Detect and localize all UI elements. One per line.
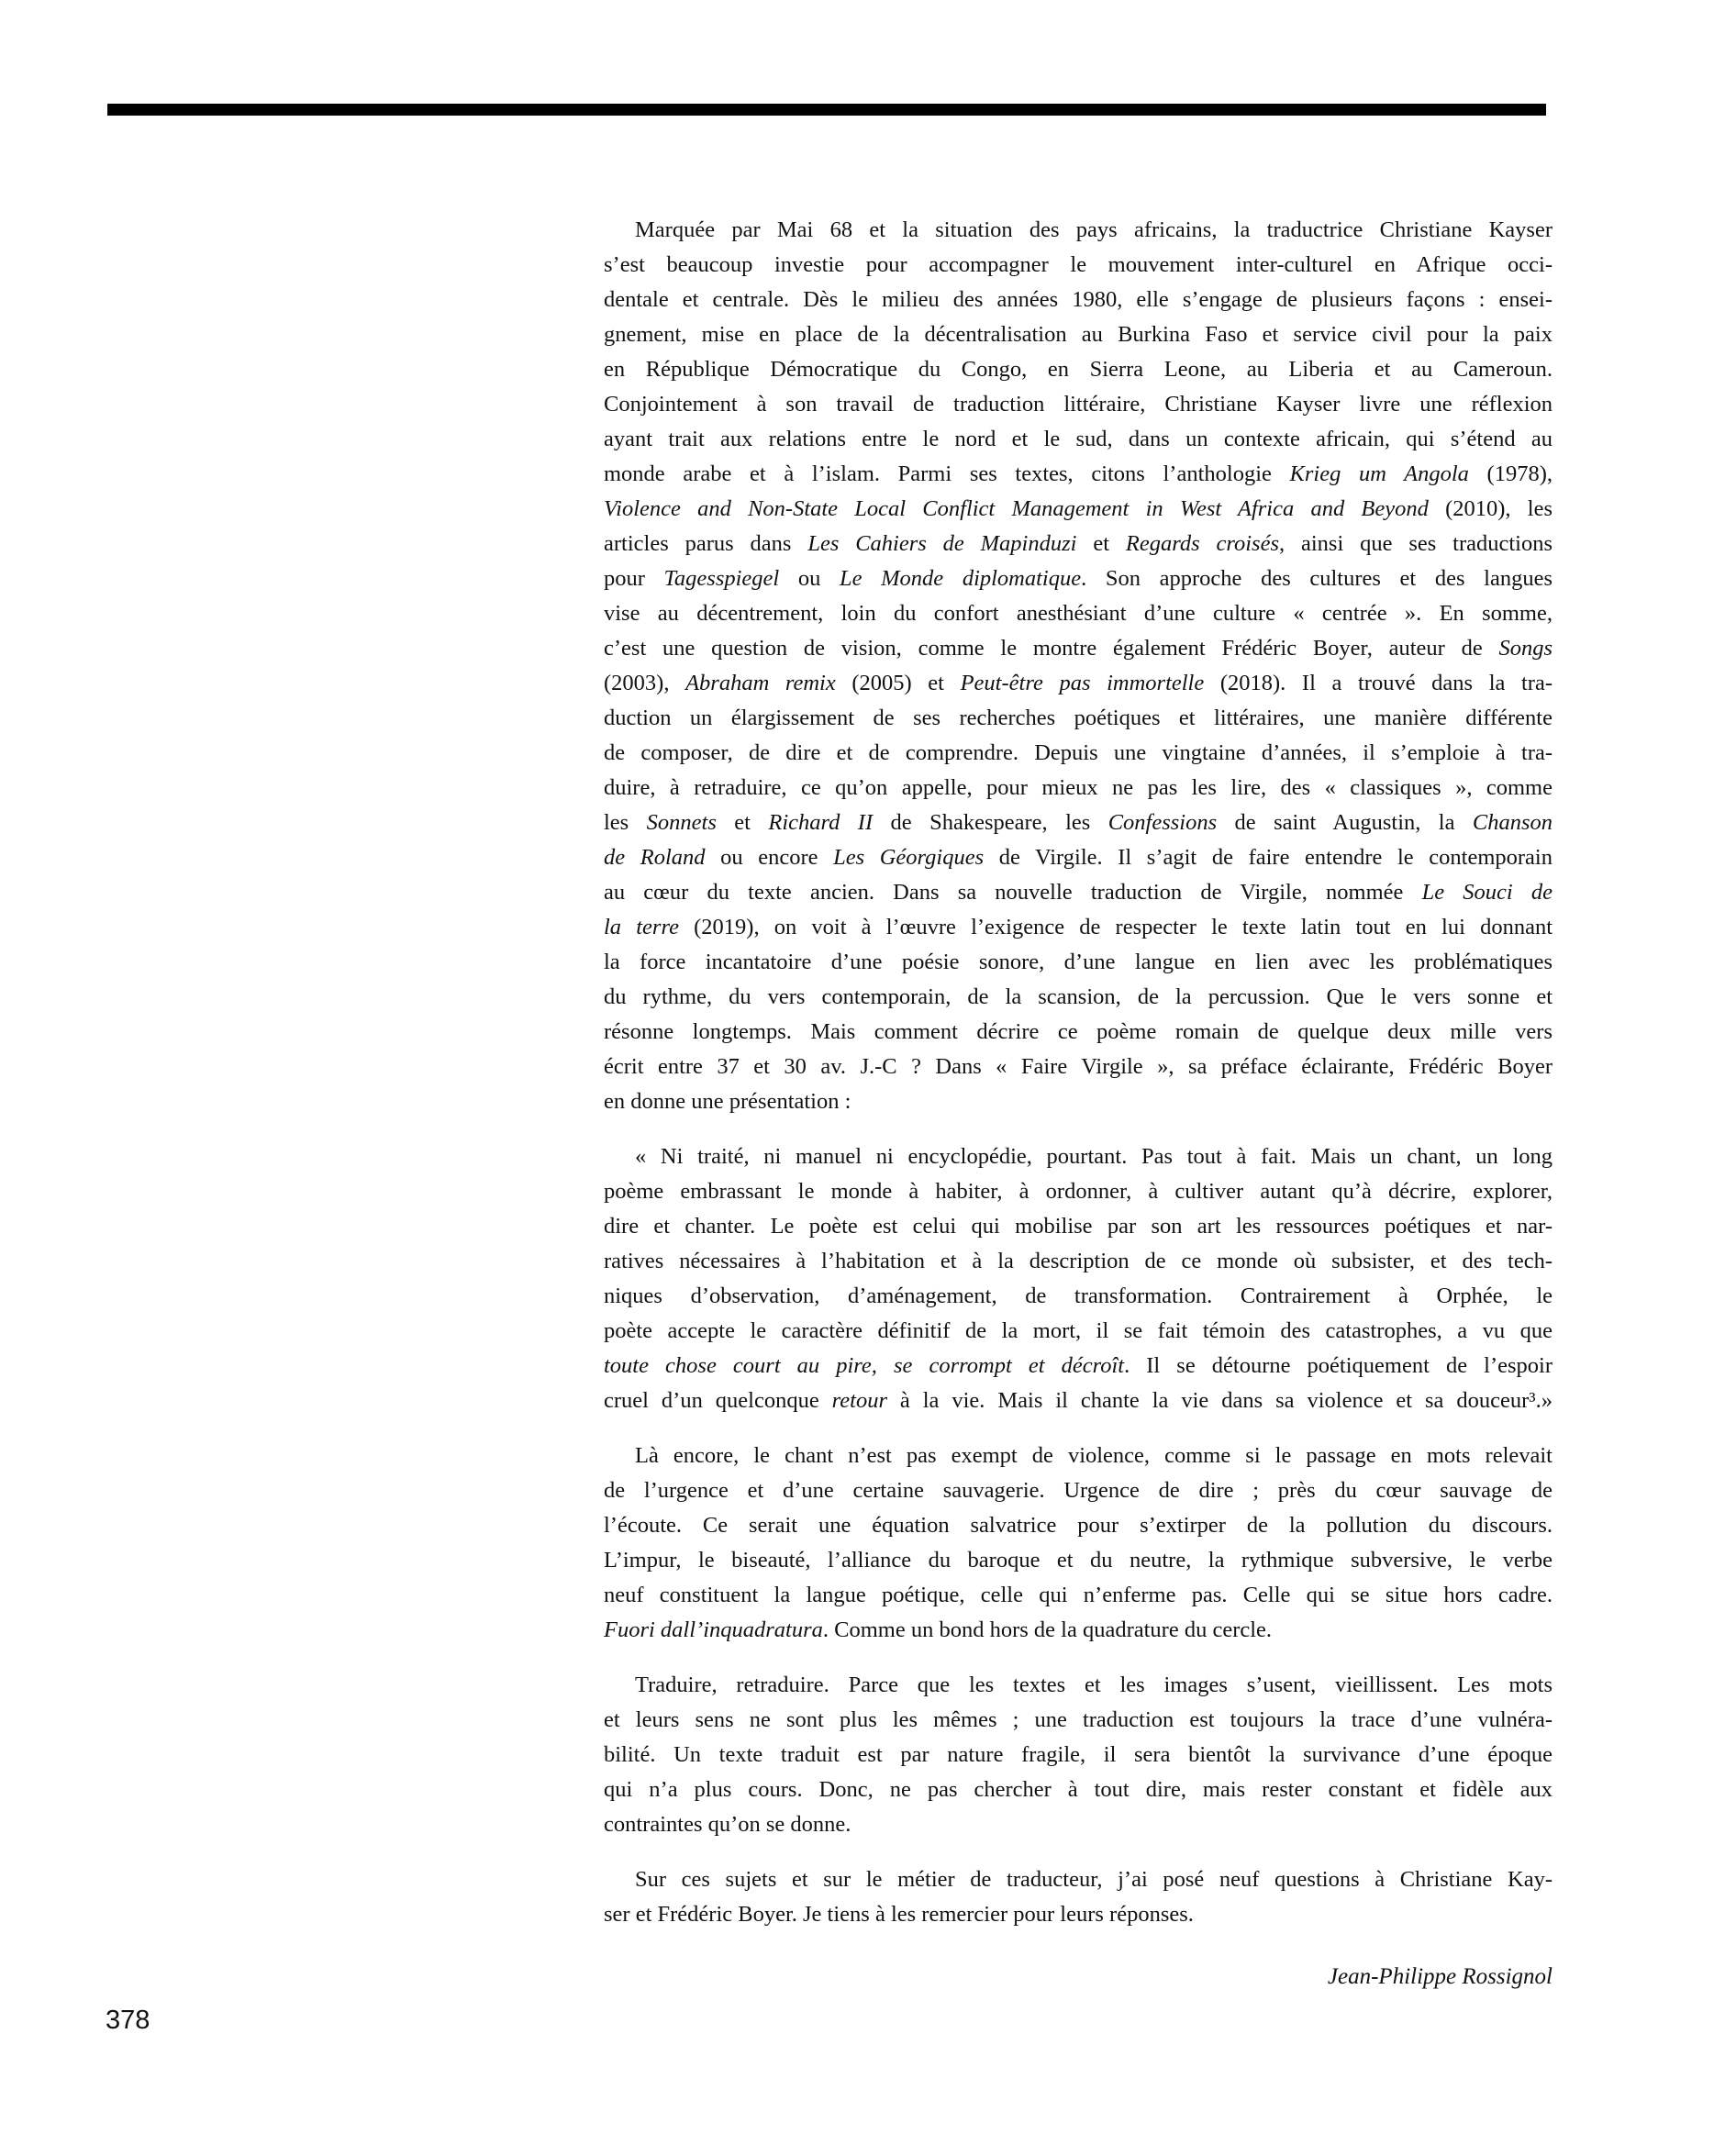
text-line xyxy=(604,631,1552,666)
text-line xyxy=(604,1668,1552,1703)
text-line xyxy=(604,352,1552,387)
roman-text: de saint Augustin, la xyxy=(1217,810,1473,835)
roman-text: ou encore xyxy=(705,845,834,870)
roman-text: les xyxy=(604,810,647,835)
text-line xyxy=(604,666,1552,701)
text-line xyxy=(604,875,1552,910)
text-line xyxy=(604,283,1552,317)
italic-text: Tagesspiegel xyxy=(663,566,780,591)
roman-text: ou xyxy=(779,566,840,591)
roman-text: . Son approche des cultures et des langues xyxy=(1081,566,1552,591)
roman-text: (2010), les xyxy=(1428,496,1552,521)
roman-text: duire, à retraduire, ce qu’on appelle, pour mieux ne pas les lire, des « classiques », comme xyxy=(604,775,1552,800)
text-line xyxy=(604,317,1552,352)
roman-text: gnement, mise en place de la décentralisation au Burkina Faso et service civil pour la paix xyxy=(604,322,1552,347)
roman-text: au cœur du texte ancien. Dans sa nouvelle traduction de Virgile, nommée xyxy=(604,880,1422,905)
italic-text: Songs xyxy=(1498,636,1552,661)
page-number: 378 xyxy=(106,2006,150,2035)
text-line xyxy=(604,1473,1552,1508)
traduire-paragraph xyxy=(604,1668,1552,1842)
italic-text: Le Monde diplomatique xyxy=(840,566,1082,591)
author-signature: Jean-Philippe Rossignol xyxy=(1327,1964,1552,1989)
text-line xyxy=(604,1349,1552,1384)
roman-text: . Comme un bond hors de la quadrature du cercle. xyxy=(822,1617,1273,1642)
roman-text: articles parus dans xyxy=(604,531,808,556)
roman-text: « Ni traité, ni manuel ni encyclopédie, pourtant. Pas tout à fait. Mais un chant, un long xyxy=(635,1144,1552,1169)
italic-text: Le Souci de xyxy=(1421,880,1552,905)
quote-paragraph xyxy=(604,1139,1552,1418)
italic-text: Les Géorgiques xyxy=(833,845,985,870)
roman-text: neuf constituent la langue poétique, celle qui n’enferme pas. Celle qui se situe hors cadre. xyxy=(604,1583,1552,1607)
commentary-paragraph xyxy=(604,1439,1552,1648)
roman-text: du rythme, du vers contemporain, de la scansion, de la percussion. Que le vers sonne et xyxy=(604,984,1552,1009)
italic-text: Richard II xyxy=(768,810,874,835)
roman-text: (2018). Il a trouvé dans la tra- xyxy=(1204,671,1552,695)
roman-text: et leurs sens ne sont plus les mêmes ; une traduction est toujours la trace d’une vulnéra- xyxy=(604,1707,1552,1732)
text-line xyxy=(604,1773,1552,1807)
roman-text: Là encore, le chant n’est pas exempt de violence, comme si le passage en mots relevait xyxy=(635,1443,1552,1468)
roman-text: et xyxy=(1076,531,1126,556)
roman-text: c’est une question de vision, comme le montre également Frédéric Boyer, auteur de xyxy=(604,636,1499,661)
roman-text: Sur ces sujets et sur le métier de traducteur, j’ai posé neuf questions à Christiane Kay- xyxy=(635,1867,1552,1892)
roman-text: en République Démocratique du Congo, en Sierra Leone, au Liberia et au Cameroun. xyxy=(604,357,1552,382)
text-line xyxy=(604,1439,1552,1473)
roman-text: et xyxy=(716,810,769,835)
text-line xyxy=(604,1703,1552,1738)
text-line xyxy=(604,457,1552,492)
italic-text: Chanson xyxy=(1472,810,1552,835)
roman-text: de l’urgence et d’une certaine sauvagerie. Urgence de dire ; près du cœur sauvage de xyxy=(604,1478,1552,1503)
text-line xyxy=(604,1508,1552,1543)
roman-text: la force incantatoire d’une poésie sonore, d’une langue en lien avec les problématiques xyxy=(604,950,1552,974)
text-line xyxy=(604,1543,1552,1578)
text-line xyxy=(604,1807,1552,1842)
italic-text: Sonnets xyxy=(646,810,717,835)
text-line xyxy=(604,1314,1552,1349)
italic-text: Violence and Non-State Local Conflict Management in West Africa and Beyond xyxy=(604,496,1429,521)
roman-text: (2005) et xyxy=(835,671,961,695)
roman-text: dire et chanter. Le poète est celui qui mobilise par son art les ressources poétiques et nar- xyxy=(604,1214,1552,1239)
roman-text: Traduire, retraduire. Parce que les textes et les images s’usent, vieillissent. Les mots xyxy=(635,1673,1552,1697)
text-line xyxy=(604,910,1552,945)
text-line xyxy=(604,248,1552,283)
text-line xyxy=(604,980,1552,1015)
roman-text: contraintes qu’on se donne. xyxy=(604,1812,851,1837)
roman-text: de Virgile. Il s’agit de faire entendre le contemporain xyxy=(984,845,1552,870)
roman-text: s’est beaucoup investie pour accompagner le mouvement inter-culturel en Afrique occi- xyxy=(604,252,1552,277)
top-rule xyxy=(107,104,1546,116)
italic-text: de Roland xyxy=(604,845,706,870)
italic-text: retour xyxy=(831,1388,887,1413)
italic-text: Peut-être pas immortelle xyxy=(960,671,1205,695)
italic-text: Les Cahiers de Mapinduzi xyxy=(807,531,1077,556)
roman-text: (1978), xyxy=(1468,461,1552,486)
text-line xyxy=(604,1084,1552,1119)
roman-text: cruel d’un quelconque xyxy=(604,1388,832,1413)
roman-text: l’écoute. Ce serait une équation salvatrice pour s’extirper de la pollution du discours. xyxy=(604,1513,1552,1538)
text-line xyxy=(604,1244,1552,1279)
text-line xyxy=(604,1174,1552,1209)
text-line xyxy=(604,1015,1552,1050)
intro-paragraph xyxy=(604,213,1552,1119)
roman-text: monde arabe et à l’islam. Parmi ses textes, citons l’anthologie xyxy=(604,461,1290,486)
roman-text: poète accepte le caractère définitif de la mort, il se fait témoin des catastrophes, a vu que xyxy=(604,1318,1552,1343)
text-line xyxy=(604,1209,1552,1244)
italic-text: Abraham remix xyxy=(685,671,836,695)
roman-text: vise au décentrement, loin du confort anesthésiant d’une culture « centrée ». En somme, xyxy=(604,601,1552,626)
italic-text: Fuori dall’inquadratura xyxy=(604,1617,823,1642)
roman-text: à la vie. Mais il chante la vie dans sa violence et sa douceur³.» xyxy=(886,1388,1552,1413)
italic-text: la terre xyxy=(604,915,679,939)
text-line xyxy=(604,1139,1552,1174)
roman-text: ser et Frédéric Boyer. Je tiens à les remercier pour leurs réponses. xyxy=(604,1902,1194,1927)
italic-text: Confessions xyxy=(1107,810,1218,835)
roman-text: pour xyxy=(604,566,664,591)
roman-text: ayant trait aux relations entre le nord et le sud, dans un contexte africain, qui s’étend au xyxy=(604,427,1552,451)
roman-text: dentale et centrale. Dès le milieu des années 1980, elle s’engage de plusieurs façons : ensei- xyxy=(604,287,1552,312)
roman-text: bilité. Un texte traduit est par nature fragile, il sera bientôt la survivance d’une époque xyxy=(604,1742,1552,1767)
text-line xyxy=(604,1738,1552,1773)
roman-text: , ainsi que ses traductions xyxy=(1279,531,1552,556)
italic-text: Krieg um Angola xyxy=(1289,461,1469,486)
text-line xyxy=(604,1897,1552,1932)
text-line xyxy=(604,1862,1552,1897)
text-line xyxy=(604,422,1552,457)
text-line xyxy=(604,387,1552,422)
italic-text: toute chose court au pire, se corrompt et décroît xyxy=(604,1353,1125,1378)
roman-text: Marquée par Mai 68 et la situation des pays africains, la traductrice Christiane Kayser xyxy=(635,217,1552,242)
text-line xyxy=(604,1050,1552,1084)
text-line xyxy=(604,701,1552,736)
article-paragraphs xyxy=(604,213,1552,1932)
italic-text: Regards croisés xyxy=(1125,531,1279,556)
text-line xyxy=(604,1279,1552,1314)
text-line xyxy=(604,596,1552,631)
text-line xyxy=(604,1384,1552,1418)
text-line xyxy=(604,561,1552,596)
roman-text: qui n’a plus cours. Donc, ne pas chercher à tout dire, mais rester constant et fidèle aux xyxy=(604,1777,1552,1802)
roman-text: de composer, de dire et de comprendre. Depuis une vingtaine d’années, il s’emploie à tra- xyxy=(604,740,1552,765)
roman-text: duction un élargissement de ses recherches poétiques et littéraires, une manière différente xyxy=(604,706,1552,730)
roman-text: en donne une présentation : xyxy=(604,1089,851,1114)
closing-paragraph xyxy=(604,1862,1552,1932)
roman-text: Conjointement à son travail de traduction littéraire, Christiane Kayser livre une réflexion xyxy=(604,392,1552,417)
roman-text: ratives nécessaires à l’habitation et à la description de ce monde où subsister, et des tech- xyxy=(604,1249,1552,1273)
roman-text: L’impur, le biseauté, l’alliance du baroque et du neutre, la rythmique subversive, le verbe xyxy=(604,1548,1552,1573)
text-line xyxy=(604,1578,1552,1613)
text-line xyxy=(604,736,1552,771)
roman-text: écrit entre 37 et 30 av. J.-C ? Dans « Faire Virgile », sa préface éclairante, Frédéric Boyer xyxy=(604,1054,1552,1079)
roman-text: poème embrassant le monde à habiter, à ordonner, à cultiver autant qu’à décrire, explorer, xyxy=(604,1179,1552,1204)
text-line xyxy=(604,527,1552,561)
article-body xyxy=(604,213,1552,1995)
text-line xyxy=(604,840,1552,875)
roman-text: (2003), xyxy=(604,671,686,695)
roman-text: de Shakespeare, les xyxy=(873,810,1108,835)
text-line xyxy=(604,1613,1552,1648)
roman-text: . Il se détourne poétiquement de l’espoir xyxy=(1124,1353,1552,1378)
roman-text: (2019), on voit à l’œuvre l’exigence de respecter le texte latin tout en lui donnant xyxy=(678,915,1552,939)
text-line xyxy=(604,771,1552,806)
text-line xyxy=(604,492,1552,527)
text-line xyxy=(604,213,1552,248)
roman-text: résonne longtemps. Mais comment décrire ce poème romain de quelque deux mille vers xyxy=(604,1019,1552,1044)
text-line xyxy=(604,806,1552,840)
roman-text: niques d’observation, d’aménagement, de transformation. Contrairement à Orphée, le xyxy=(604,1284,1552,1308)
text-line xyxy=(604,945,1552,980)
